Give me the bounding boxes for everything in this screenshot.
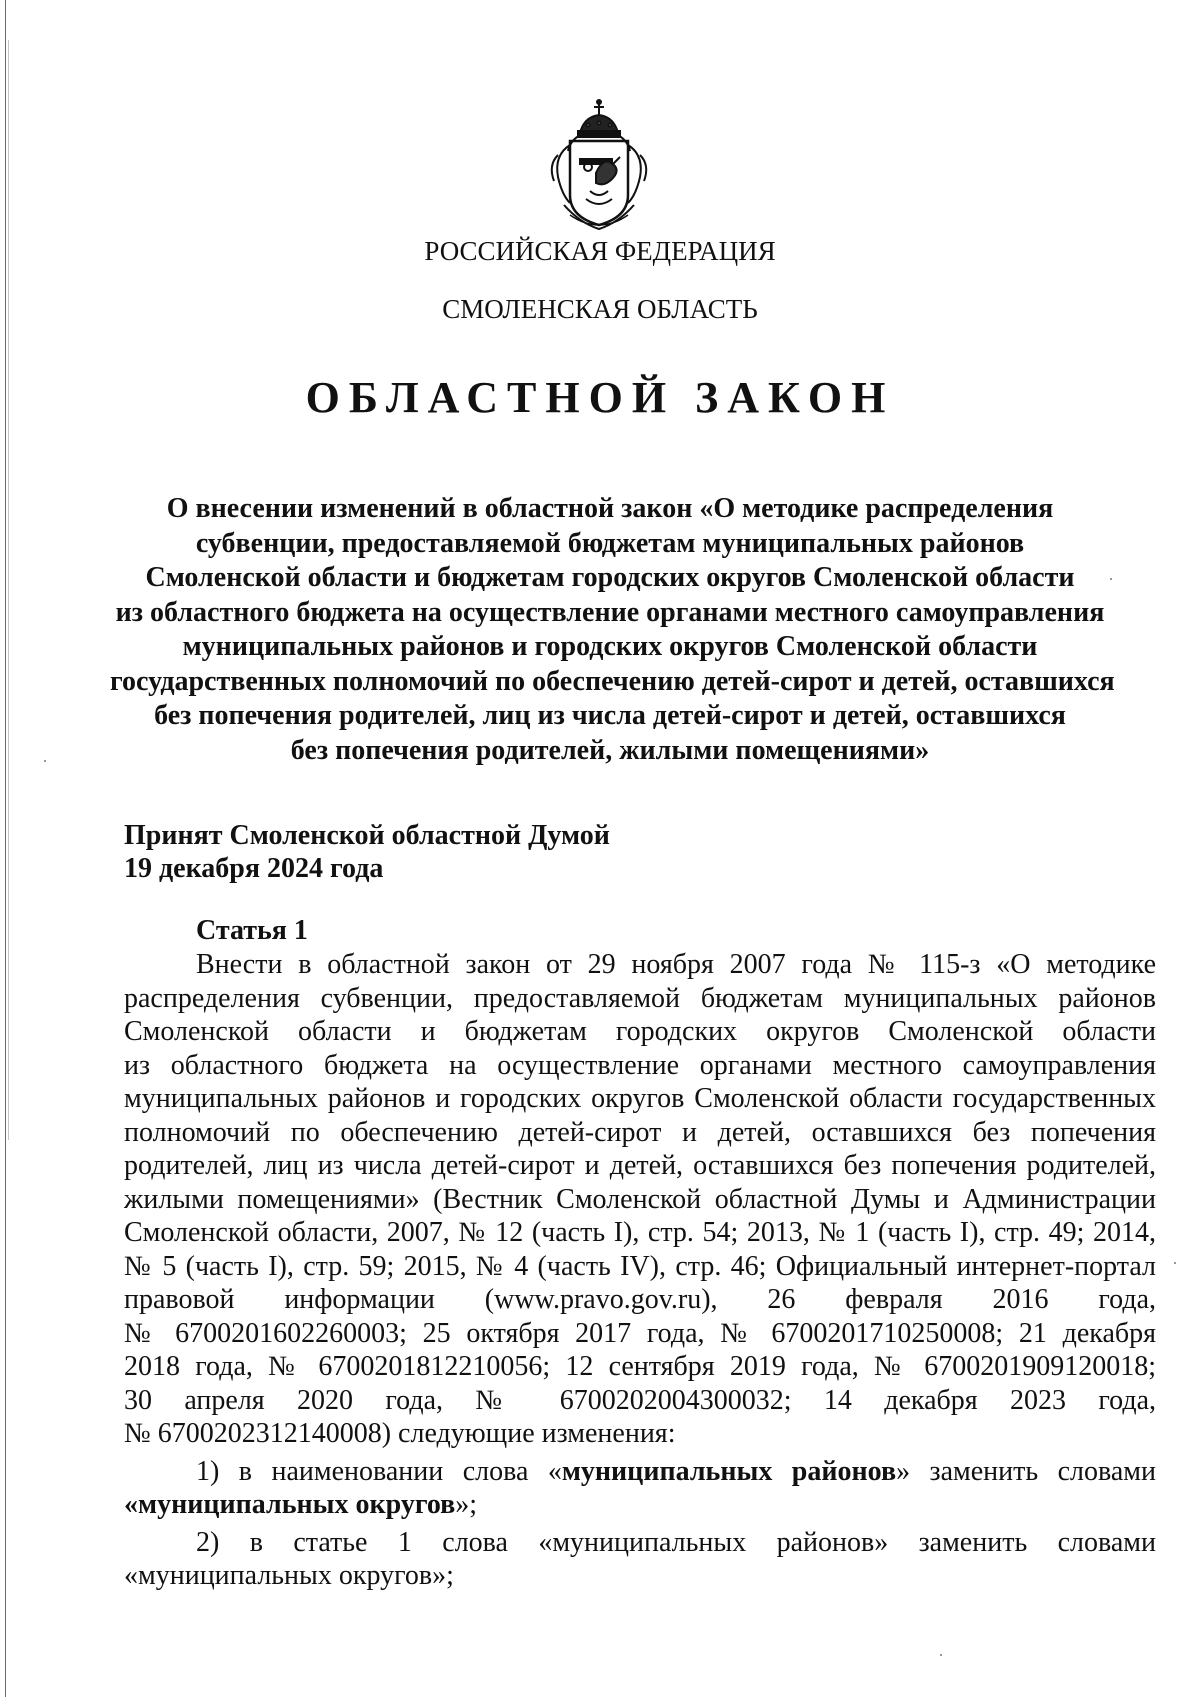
amendment-text: » заменить словами bbox=[896, 1455, 1156, 1487]
scan-speck bbox=[940, 1654, 942, 1656]
amendment-text: 1) в наименовании слова « bbox=[196, 1455, 562, 1487]
article-line: муниципальных районов и городских округов Смоленской области государственных bbox=[124, 1083, 1156, 1114]
article-line: полномочий по обеспечению детей-сирот и детей, оставшихся без попечения bbox=[124, 1116, 1156, 1148]
country-heading: РОССИЙСКАЯ ФЕДЕРАЦИЯ bbox=[424, 236, 776, 266]
adoption-body: Принят Смоленской областной Думой bbox=[124, 820, 610, 851]
amendment-item-1-cont bbox=[124, 1488, 1156, 1522]
article-line: 2018 года, № 6700201812210056; 12 сентября 2019 года, № 6700201909120018; bbox=[124, 1351, 1156, 1382]
adoption-statement bbox=[124, 819, 610, 885]
article-line: родителей, лиц из числа детей-сирот и детей, оставшихся без попечения родителей, bbox=[124, 1150, 1156, 1181]
article-line: правовой информации (www.pravo.gov.ru), 26 февраля 2016 года, bbox=[124, 1284, 1156, 1315]
region-heading: СМОЛЕНСКАЯ ОБЛАСТЬ bbox=[442, 294, 758, 324]
law-title-line: О внесении изменений в областной закон «О методике распределения bbox=[166, 493, 1054, 524]
law-title-line: государственных полномочий по обеспечению детей-сирот и детей, оставшихся bbox=[110, 665, 1115, 697]
article-body bbox=[124, 948, 1156, 1593]
document-type-title: ОБЛАСТНОЙ ЗАКОН bbox=[305, 373, 895, 422]
scan-speck bbox=[1174, 1262, 1176, 1264]
law-title-line: из областного бюджета на осуществление органами местного самоуправления bbox=[115, 596, 1105, 628]
article-line: № 6700202312140008) следующие изменения: bbox=[124, 1418, 676, 1449]
coat-of-arms-icon bbox=[540, 95, 658, 235]
amendment-item-2: 2) в статье 1 слова «муниципальных районов» заменить словами bbox=[196, 1526, 1156, 1558]
amendment-text: »; bbox=[455, 1489, 478, 1520]
amendment-quote: « bbox=[124, 1489, 138, 1520]
law-title-line: без попечения родителей, лиц из числа детей-сирот и детей, оставшихся bbox=[154, 700, 1066, 731]
scan-speck bbox=[44, 760, 46, 762]
article-line: распределения субвенции, предоставляемой бюджетам муниципальных районов bbox=[124, 982, 1156, 1014]
article-line: 30 апреля 2020 года, № 6700202004300032; 14 декабря 2023 года, bbox=[124, 1384, 1156, 1416]
amendment-item-2-cont: «муниципальных округов»; bbox=[124, 1560, 454, 1591]
law-title-line: без попечения родителей, жилыми помещениями» bbox=[290, 734, 930, 766]
law-title bbox=[110, 492, 1115, 768]
law-title-line: субвенции, предоставляемой бюджетам муниципальных районов bbox=[195, 527, 1025, 559]
amendment-old-term: муниципальных районов bbox=[561, 1455, 897, 1487]
scan-speck bbox=[1110, 578, 1112, 580]
article-line: № 6700201602260003; 25 октября 2017 года, № 6700201710250008; 21 декабря bbox=[124, 1317, 1156, 1349]
article-line: жилыми помещениями» (Вестник Смоленской областной Думы и Администрации bbox=[124, 1183, 1156, 1215]
article-line: из областного бюджета на осуществление органами местного самоуправления bbox=[124, 1049, 1156, 1081]
adoption-date: 19 декабря 2024 года bbox=[124, 853, 384, 884]
law-title-line: муниципальных районов и городских округов Смоленской области bbox=[182, 631, 1038, 662]
article-line: Внести в областной закон от 29 ноября 2007 года № 115-з «О методике bbox=[196, 949, 1156, 980]
law-title-line: Смоленской области и бюджетам городских округов Смоленской области bbox=[145, 562, 1075, 593]
article-line: Смоленской области, 2007, № 12 (часть I), стр. 54; 2013, № 1 (часть I), стр. 49; 2014, bbox=[124, 1217, 1156, 1248]
amendment-new-term: муниципальных округов bbox=[138, 1489, 456, 1520]
article-line: Смоленской области и бюджетам городских округов Смоленской области bbox=[124, 1016, 1156, 1047]
article-heading: Статья 1 bbox=[196, 915, 308, 946]
article-line: № 5 (часть I), стр. 59; 2015, № 4 (часть IV), стр. 46; Официальный интернет-портал bbox=[124, 1250, 1156, 1282]
scan-edge-line bbox=[8, 40, 9, 1140]
amendment-item-1 bbox=[124, 1455, 1156, 1489]
